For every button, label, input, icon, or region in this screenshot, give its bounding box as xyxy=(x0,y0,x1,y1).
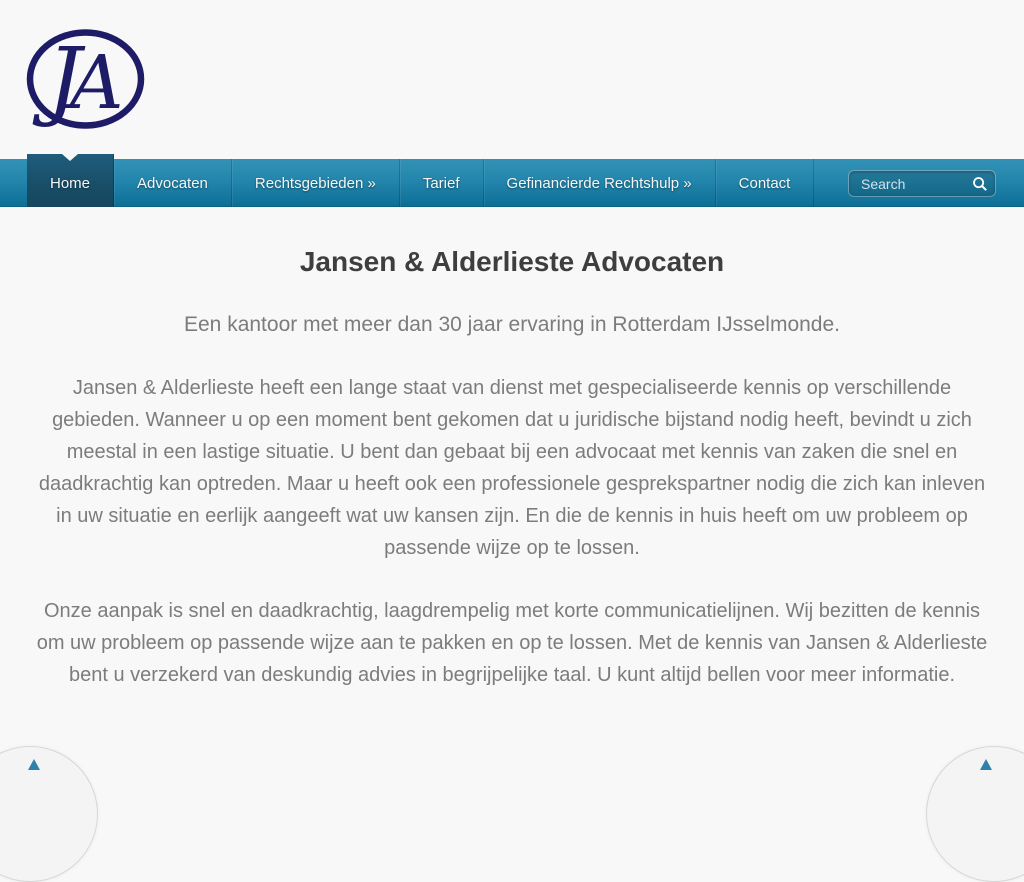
search-form xyxy=(848,170,996,197)
slider-prev-button[interactable] xyxy=(0,746,98,882)
search-button[interactable] xyxy=(965,171,995,196)
nav-item-home[interactable] xyxy=(27,154,114,207)
logo-letter-a: A xyxy=(70,40,124,126)
nav-item-tarief-label: Tarief xyxy=(422,174,460,192)
search-input[interactable] xyxy=(849,171,965,196)
nav-item-contact-label: Contact xyxy=(738,174,791,192)
page-title: Jansen & Alderlieste Advocaten xyxy=(299,246,725,277)
next-arrow-icon[interactable] xyxy=(980,759,992,770)
intro-text: Een kantoor met meer dan 30 jaar ervaring in Rotterdam IJsselmonde. xyxy=(184,313,840,336)
nav-item-rechtsgebieden[interactable] xyxy=(232,159,400,207)
nav-item-home-label: Home xyxy=(50,174,91,192)
main-content xyxy=(0,208,1024,691)
nav-item-advocaten-label: Advocaten xyxy=(137,174,208,192)
logo-letter-j: J xyxy=(47,30,82,129)
main-nav xyxy=(0,159,1024,207)
logo[interactable] xyxy=(26,29,145,129)
site-header xyxy=(0,0,1024,159)
nav-item-rechtsgebieden-label: Rechtsgebieden » xyxy=(254,174,376,192)
body-paragraph-2: Onze aanpak is snel en daadkrachtig, laagdrempelig met korte communicatielijnen. Wij bezitten de kennis om uw probleem op passende wijze aan te pakken en op te lossen. Met de kennis van Jansen & Alderlieste bent u verzekerd van deskundig advies in begrijpelijke taal. U kunt altijd bellen voor meer informatie. xyxy=(36,600,988,686)
nav-item-gefinancierde-rechtshulp-label: Gefinancierde Rechtshulp » xyxy=(506,174,692,192)
search-icon xyxy=(972,176,988,192)
nav-item-tarief[interactable] xyxy=(400,159,484,207)
slider-next-button[interactable] xyxy=(926,746,1024,882)
nav-item-advocaten[interactable] xyxy=(114,159,232,207)
nav-item-gefinancierde-rechtshulp[interactable] xyxy=(484,159,716,207)
prev-arrow-icon[interactable] xyxy=(28,759,40,770)
body-paragraph-1: Jansen & Alderlieste heeft een lange staat van dienst met gespecialiseerde kennis op verschillende gebieden. Wanneer u op een moment bent gekomen dat u juridische bijstand nodig heeft, bevindt u zich meestal in een lastige situatie. U bent dan gebaat bij een advocaat met kennis van zaken die snel en daadkrachtig kan optreden. Maar u heeft ook een professionele gesprekspartner nodig die zich kan inleven in uw situatie en eerlijk aangeeft wat uw kansen zijn. En die de kennis in huis heeft om uw probleem op passende wijze op te lossen. xyxy=(38,377,986,559)
nav-item-contact[interactable] xyxy=(716,159,815,207)
